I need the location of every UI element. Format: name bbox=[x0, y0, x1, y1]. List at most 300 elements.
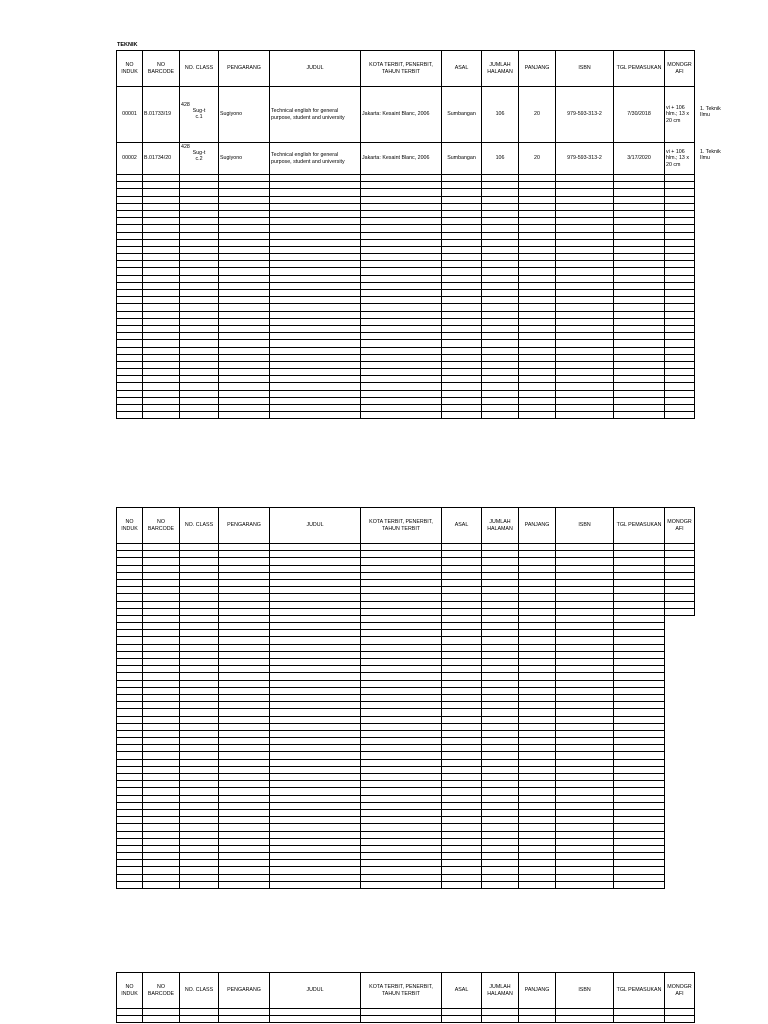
table-cell bbox=[442, 860, 482, 867]
table-cell bbox=[614, 297, 665, 304]
table-cell bbox=[270, 838, 361, 845]
table-cell bbox=[219, 254, 270, 261]
table-cell bbox=[482, 182, 519, 189]
table-row bbox=[117, 666, 695, 673]
table-cell bbox=[519, 361, 556, 368]
table-cell bbox=[556, 601, 614, 608]
table-cell bbox=[614, 881, 665, 888]
table-cell bbox=[219, 572, 270, 579]
table-cell bbox=[519, 282, 556, 289]
header-row bbox=[117, 508, 695, 544]
table-row bbox=[117, 318, 695, 325]
table-cell bbox=[117, 354, 143, 361]
table-cell bbox=[219, 297, 270, 304]
table-cell-gap bbox=[665, 881, 695, 888]
table-cell bbox=[519, 254, 556, 261]
table-row bbox=[117, 730, 695, 737]
table-cell bbox=[270, 630, 361, 637]
table-cell bbox=[117, 874, 143, 881]
table-cell bbox=[180, 853, 219, 860]
table-cell bbox=[519, 239, 556, 246]
table-cell bbox=[270, 290, 361, 297]
table-cell bbox=[442, 361, 482, 368]
table-cell bbox=[361, 318, 442, 325]
table-cell bbox=[556, 730, 614, 737]
table-cell bbox=[270, 809, 361, 816]
table-cell bbox=[219, 261, 270, 268]
table-cell bbox=[270, 275, 361, 282]
table-cell bbox=[519, 716, 556, 723]
header-cell: NO INDUK bbox=[117, 973, 143, 1009]
table-cell bbox=[442, 745, 482, 752]
table-cell bbox=[442, 781, 482, 788]
table-cell bbox=[270, 304, 361, 311]
table-cell bbox=[665, 189, 695, 196]
table-cell bbox=[442, 824, 482, 831]
table-cell bbox=[556, 874, 614, 881]
table-cell bbox=[143, 781, 180, 788]
subject-note: 1. Teknik Ilmu bbox=[700, 106, 721, 119]
table-row bbox=[117, 268, 695, 275]
table-cell bbox=[556, 867, 614, 874]
table-cell bbox=[143, 673, 180, 680]
table-cell bbox=[665, 587, 695, 594]
table-cell bbox=[519, 1009, 556, 1016]
table-cell bbox=[519, 304, 556, 311]
table-row bbox=[117, 572, 695, 579]
table-row bbox=[117, 246, 695, 253]
header-cell: JUMLAH HALAMAN bbox=[482, 51, 519, 87]
table-cell bbox=[665, 275, 695, 282]
table-cell bbox=[614, 282, 665, 289]
table-cell bbox=[143, 565, 180, 572]
table-row bbox=[117, 795, 695, 802]
table-cell bbox=[117, 347, 143, 354]
table-cell bbox=[556, 304, 614, 311]
table-cell bbox=[117, 702, 143, 709]
table-cell bbox=[614, 254, 665, 261]
table-cell bbox=[219, 551, 270, 558]
table-cell bbox=[519, 666, 556, 673]
table-cell bbox=[614, 615, 665, 622]
table-cell bbox=[361, 397, 442, 404]
table-cell bbox=[556, 325, 614, 332]
table-cell bbox=[143, 361, 180, 368]
table-row bbox=[117, 831, 695, 838]
table-cell bbox=[270, 347, 361, 354]
table-cell bbox=[665, 333, 695, 340]
table-cell bbox=[143, 594, 180, 601]
header-cell: PENGARANG bbox=[219, 508, 270, 544]
header-cell: ASAL bbox=[442, 508, 482, 544]
table-cell bbox=[117, 383, 143, 390]
table-cell bbox=[614, 867, 665, 874]
table-cell bbox=[442, 630, 482, 637]
table-cell bbox=[117, 745, 143, 752]
table-cell bbox=[442, 766, 482, 773]
table-cell bbox=[361, 838, 442, 845]
table-cell-gap bbox=[665, 831, 695, 838]
table-cell bbox=[482, 824, 519, 831]
table-cell bbox=[117, 802, 143, 809]
table-cell bbox=[556, 615, 614, 622]
table-cell bbox=[270, 218, 361, 225]
table-cell bbox=[665, 304, 695, 311]
table-cell bbox=[117, 615, 143, 622]
table-cell bbox=[519, 845, 556, 852]
header-cell: NO BARCODE bbox=[143, 51, 180, 87]
catalog-table-2 bbox=[116, 507, 695, 889]
table-cell bbox=[180, 218, 219, 225]
table-row bbox=[117, 354, 695, 361]
table-cell bbox=[519, 860, 556, 867]
table-cell bbox=[556, 544, 614, 551]
table-cell bbox=[361, 881, 442, 888]
table-cell bbox=[442, 347, 482, 354]
table-row bbox=[117, 225, 695, 232]
table-cell bbox=[519, 397, 556, 404]
table-cell bbox=[143, 774, 180, 781]
table-cell bbox=[180, 838, 219, 845]
table-cell bbox=[361, 781, 442, 788]
header-cell: MONOGR AFI bbox=[665, 51, 695, 87]
table-cell bbox=[270, 795, 361, 802]
table-cell bbox=[219, 723, 270, 730]
table-cell bbox=[482, 246, 519, 253]
table-cell bbox=[143, 644, 180, 651]
table-cell bbox=[219, 752, 270, 759]
table-cell bbox=[614, 601, 665, 608]
table-cell bbox=[117, 210, 143, 217]
table-cell bbox=[143, 239, 180, 246]
table-cell-gap bbox=[665, 795, 695, 802]
table-cell bbox=[614, 673, 665, 680]
header-cell: ISBN bbox=[556, 51, 614, 87]
table-cell bbox=[519, 340, 556, 347]
table-cell bbox=[361, 831, 442, 838]
table-cell bbox=[519, 766, 556, 773]
table-row bbox=[117, 189, 695, 196]
table-cell bbox=[180, 666, 219, 673]
table-cell bbox=[665, 325, 695, 332]
table-cell bbox=[519, 601, 556, 608]
table-cell bbox=[180, 182, 219, 189]
table-cell bbox=[442, 831, 482, 838]
header-cell: NO. CLASS bbox=[180, 973, 219, 1009]
table-cell bbox=[219, 838, 270, 845]
table-cell bbox=[614, 390, 665, 397]
table-cell bbox=[270, 311, 361, 318]
table-cell bbox=[519, 817, 556, 824]
table-cell bbox=[180, 766, 219, 773]
table-cell bbox=[442, 254, 482, 261]
table-cell bbox=[482, 874, 519, 881]
table-cell bbox=[219, 853, 270, 860]
table-cell bbox=[143, 651, 180, 658]
table-cell bbox=[270, 651, 361, 658]
table-cell bbox=[519, 694, 556, 701]
table-cell bbox=[482, 397, 519, 404]
table-cell bbox=[482, 232, 519, 239]
table-cell bbox=[482, 1016, 519, 1023]
table-cell bbox=[219, 817, 270, 824]
table-cell bbox=[270, 376, 361, 383]
table-cell bbox=[614, 304, 665, 311]
table-cell bbox=[442, 623, 482, 630]
table-cell bbox=[219, 867, 270, 874]
header-cell: KOTA TERBIT, PENERBIT, TAHUN TERBIT bbox=[361, 508, 442, 544]
table-cell bbox=[442, 587, 482, 594]
table-cell-gap bbox=[665, 709, 695, 716]
header-cell: PENGARANG bbox=[219, 51, 270, 87]
table-cell bbox=[180, 579, 219, 586]
table-cell bbox=[482, 390, 519, 397]
table-row bbox=[117, 333, 695, 340]
table-cell bbox=[442, 182, 482, 189]
table-cell bbox=[117, 824, 143, 831]
class-number: 428 bbox=[181, 144, 190, 150]
table-cell bbox=[614, 817, 665, 824]
table-cell bbox=[442, 759, 482, 766]
table-cell bbox=[143, 608, 180, 615]
table-cell bbox=[482, 354, 519, 361]
table-cell bbox=[219, 795, 270, 802]
table-cell bbox=[219, 268, 270, 275]
table-cell bbox=[556, 318, 614, 325]
table-cell bbox=[270, 1009, 361, 1016]
table-cell bbox=[143, 845, 180, 852]
table-cell bbox=[143, 881, 180, 888]
table-cell bbox=[614, 853, 665, 860]
table-cell bbox=[665, 601, 695, 608]
table-cell bbox=[361, 659, 442, 666]
table-cell bbox=[180, 709, 219, 716]
table-cell bbox=[219, 405, 270, 412]
table-cell bbox=[665, 579, 695, 586]
table-row bbox=[117, 853, 695, 860]
table-cell bbox=[117, 687, 143, 694]
table-cell bbox=[117, 752, 143, 759]
table-cell bbox=[482, 376, 519, 383]
table-row bbox=[117, 838, 695, 845]
table-cell bbox=[219, 809, 270, 816]
table-cell bbox=[442, 730, 482, 737]
cell-panjang: 20 bbox=[519, 87, 556, 143]
table-cell bbox=[665, 397, 695, 404]
table-cell bbox=[442, 774, 482, 781]
table-row bbox=[117, 412, 695, 419]
table-cell bbox=[219, 687, 270, 694]
table-row bbox=[117, 347, 695, 354]
table-cell bbox=[361, 853, 442, 860]
table-cell bbox=[180, 175, 219, 182]
table-cell bbox=[180, 347, 219, 354]
catalog-table-1 bbox=[116, 50, 695, 419]
table-row bbox=[117, 340, 695, 347]
table-cell bbox=[665, 405, 695, 412]
table-cell bbox=[556, 881, 614, 888]
table-cell bbox=[219, 659, 270, 666]
table-cell bbox=[556, 376, 614, 383]
table-row bbox=[117, 196, 695, 203]
table-cell bbox=[143, 874, 180, 881]
table-cell bbox=[143, 232, 180, 239]
table-cell bbox=[117, 838, 143, 845]
table-cell bbox=[482, 673, 519, 680]
table-cell bbox=[361, 809, 442, 816]
table-cell bbox=[519, 637, 556, 644]
table-cell bbox=[117, 651, 143, 658]
table-cell bbox=[614, 637, 665, 644]
table-cell bbox=[614, 275, 665, 282]
table-cell-gap bbox=[665, 623, 695, 630]
table-cell-gap bbox=[665, 694, 695, 701]
table-cell bbox=[442, 412, 482, 419]
table-cell bbox=[180, 788, 219, 795]
table-cell bbox=[270, 752, 361, 759]
table-row bbox=[117, 565, 695, 572]
table-cell bbox=[482, 615, 519, 622]
table-cell bbox=[180, 225, 219, 232]
table-cell bbox=[117, 673, 143, 680]
table-cell bbox=[270, 361, 361, 368]
table-cell bbox=[270, 774, 361, 781]
table-cell bbox=[614, 594, 665, 601]
table-row bbox=[117, 766, 695, 773]
table-cell bbox=[361, 709, 442, 716]
table-cell bbox=[556, 282, 614, 289]
table-cell bbox=[614, 795, 665, 802]
table-cell bbox=[219, 824, 270, 831]
table-cell bbox=[219, 702, 270, 709]
table-cell bbox=[482, 601, 519, 608]
table-cell bbox=[180, 290, 219, 297]
table-cell bbox=[143, 615, 180, 622]
table-cell bbox=[117, 666, 143, 673]
cell-jumlah-halaman: 106 bbox=[482, 143, 519, 175]
table-cell bbox=[361, 702, 442, 709]
table-cell bbox=[117, 579, 143, 586]
table-cell-gap bbox=[665, 874, 695, 881]
table-cell bbox=[270, 210, 361, 217]
table-cell bbox=[180, 860, 219, 867]
table-cell bbox=[519, 544, 556, 551]
table-cell bbox=[143, 405, 180, 412]
table-cell bbox=[614, 340, 665, 347]
table-cell bbox=[180, 311, 219, 318]
table-cell bbox=[270, 709, 361, 716]
cell-no-class bbox=[180, 87, 219, 143]
table-row bbox=[117, 651, 695, 658]
table-cell-gap bbox=[665, 860, 695, 867]
table-cell bbox=[519, 551, 556, 558]
table-cell bbox=[219, 716, 270, 723]
table-cell bbox=[143, 838, 180, 845]
table-cell bbox=[117, 405, 143, 412]
header-cell: NO. CLASS bbox=[180, 508, 219, 544]
table-cell bbox=[614, 651, 665, 658]
table-row bbox=[117, 716, 695, 723]
table-cell bbox=[482, 867, 519, 874]
table-cell bbox=[180, 354, 219, 361]
table-cell bbox=[442, 694, 482, 701]
table-cell bbox=[180, 594, 219, 601]
table-cell bbox=[219, 579, 270, 586]
table-cell bbox=[180, 572, 219, 579]
table-cell bbox=[219, 558, 270, 565]
table-cell bbox=[117, 795, 143, 802]
table-cell bbox=[143, 824, 180, 831]
table-cell bbox=[665, 1016, 695, 1023]
table-cell bbox=[361, 644, 442, 651]
table-cell bbox=[442, 838, 482, 845]
table-cell bbox=[180, 397, 219, 404]
table-cell-gap bbox=[665, 774, 695, 781]
table-cell bbox=[361, 824, 442, 831]
table-cell bbox=[219, 1016, 270, 1023]
class-author-code: Sug-t bbox=[192, 108, 206, 115]
table-cell bbox=[556, 774, 614, 781]
table-cell bbox=[519, 354, 556, 361]
table-cell bbox=[180, 716, 219, 723]
table-cell bbox=[219, 615, 270, 622]
table-cell bbox=[270, 196, 361, 203]
table-cell bbox=[219, 397, 270, 404]
table-cell bbox=[143, 246, 180, 253]
table-cell bbox=[614, 666, 665, 673]
table-cell bbox=[361, 261, 442, 268]
table-row bbox=[117, 87, 695, 143]
table-cell bbox=[665, 196, 695, 203]
table-cell bbox=[117, 766, 143, 773]
table-cell bbox=[519, 795, 556, 802]
table-row bbox=[117, 802, 695, 809]
table-cell bbox=[482, 383, 519, 390]
table-cell bbox=[143, 630, 180, 637]
table-cell bbox=[270, 723, 361, 730]
table-cell bbox=[556, 752, 614, 759]
table-row bbox=[117, 397, 695, 404]
table-cell bbox=[117, 845, 143, 852]
table-cell bbox=[219, 544, 270, 551]
table-cell bbox=[117, 637, 143, 644]
header-cell: PANJANG bbox=[519, 508, 556, 544]
table-cell bbox=[361, 867, 442, 874]
table-cell bbox=[270, 845, 361, 852]
table-cell bbox=[180, 558, 219, 565]
table-cell bbox=[482, 788, 519, 795]
table-row bbox=[117, 637, 695, 644]
table-cell bbox=[270, 666, 361, 673]
table-cell bbox=[482, 1009, 519, 1016]
table-cell bbox=[270, 608, 361, 615]
table-cell bbox=[117, 232, 143, 239]
table-cell bbox=[219, 630, 270, 637]
table-cell bbox=[442, 397, 482, 404]
table-cell bbox=[270, 182, 361, 189]
table-cell bbox=[442, 881, 482, 888]
table-cell bbox=[143, 860, 180, 867]
table-cell bbox=[361, 745, 442, 752]
table-cell bbox=[361, 608, 442, 615]
table-cell bbox=[556, 838, 614, 845]
table-cell bbox=[442, 716, 482, 723]
table-row bbox=[117, 745, 695, 752]
table-cell bbox=[665, 297, 695, 304]
table-cell bbox=[361, 232, 442, 239]
header-cell: NO INDUK bbox=[117, 51, 143, 87]
table-cell bbox=[614, 175, 665, 182]
